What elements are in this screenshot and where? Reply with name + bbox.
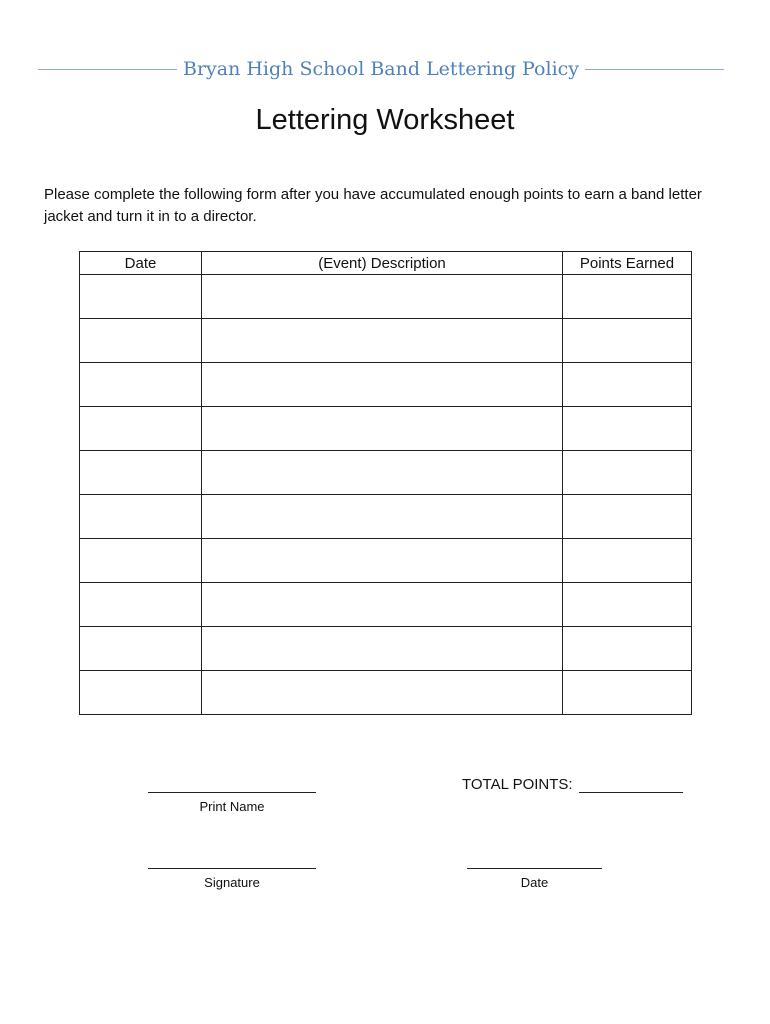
date-cell[interactable] — [80, 363, 202, 407]
table-row — [80, 539, 692, 583]
table-body — [80, 275, 692, 715]
description-cell[interactable] — [202, 451, 563, 495]
description-cell[interactable] — [202, 495, 563, 539]
table-row — [80, 451, 692, 495]
date-label: Date — [520, 875, 549, 890]
column-header-date: Date — [80, 252, 202, 275]
date-cell[interactable] — [80, 495, 202, 539]
signature-label: Signature — [204, 875, 260, 890]
signature-field[interactable] — [148, 868, 316, 890]
date-cell[interactable] — [80, 627, 202, 671]
date-field[interactable] — [467, 868, 602, 890]
date-cell[interactable] — [80, 275, 202, 319]
page-title: Lettering Worksheet — [255, 104, 515, 136]
description-cell[interactable] — [202, 627, 563, 671]
description-cell[interactable] — [202, 363, 563, 407]
table-row — [80, 583, 692, 627]
print-name-line[interactable] — [148, 792, 316, 793]
points-cell[interactable] — [563, 319, 692, 363]
header-rule-left — [38, 69, 177, 70]
date-cell[interactable] — [80, 583, 202, 627]
date-cell[interactable] — [80, 407, 202, 451]
date-cell[interactable] — [80, 319, 202, 363]
date-cell[interactable] — [80, 451, 202, 495]
description-cell[interactable] — [202, 583, 563, 627]
table-row — [80, 627, 692, 671]
print-name-label: Print Name — [199, 799, 265, 814]
column-header-description: (Event) Description — [202, 252, 563, 275]
date-line[interactable] — [467, 868, 602, 869]
table-row — [80, 363, 692, 407]
total-points-label: TOTAL POINTS: — [462, 776, 573, 793]
points-cell[interactable] — [563, 539, 692, 583]
table-row — [80, 275, 692, 319]
points-table — [79, 251, 692, 715]
table-row — [80, 407, 692, 451]
table-header-row — [80, 252, 692, 275]
points-cell[interactable] — [563, 627, 692, 671]
table-row — [80, 319, 692, 363]
points-cell[interactable] — [563, 363, 692, 407]
points-cell[interactable] — [563, 495, 692, 539]
points-cell[interactable] — [563, 671, 692, 715]
date-cell[interactable] — [80, 539, 202, 583]
header-rule-right — [585, 69, 724, 70]
table-row — [80, 495, 692, 539]
points-cell[interactable] — [563, 451, 692, 495]
total-points-field[interactable] — [462, 775, 683, 793]
header-title: Bryan High School Band Lettering Policy — [182, 58, 580, 80]
description-cell[interactable] — [202, 539, 563, 583]
points-cell[interactable] — [563, 583, 692, 627]
description-cell[interactable] — [202, 275, 563, 319]
date-cell[interactable] — [80, 671, 202, 715]
description-cell[interactable] — [202, 319, 563, 363]
total-points-blank[interactable] — [579, 775, 683, 793]
table-row — [80, 671, 692, 715]
document-header — [38, 55, 724, 83]
print-name-field[interactable] — [148, 792, 316, 814]
intro-paragraph: Please complete the following form after you have accumulated enough points to earn a band letter jacket and turn it in to a director. — [44, 186, 702, 225]
points-cell[interactable] — [563, 275, 692, 319]
points-cell[interactable] — [563, 407, 692, 451]
description-cell[interactable] — [202, 407, 563, 451]
signature-line[interactable] — [148, 868, 316, 869]
description-cell[interactable] — [202, 671, 563, 715]
column-header-points: Points Earned — [563, 252, 692, 275]
